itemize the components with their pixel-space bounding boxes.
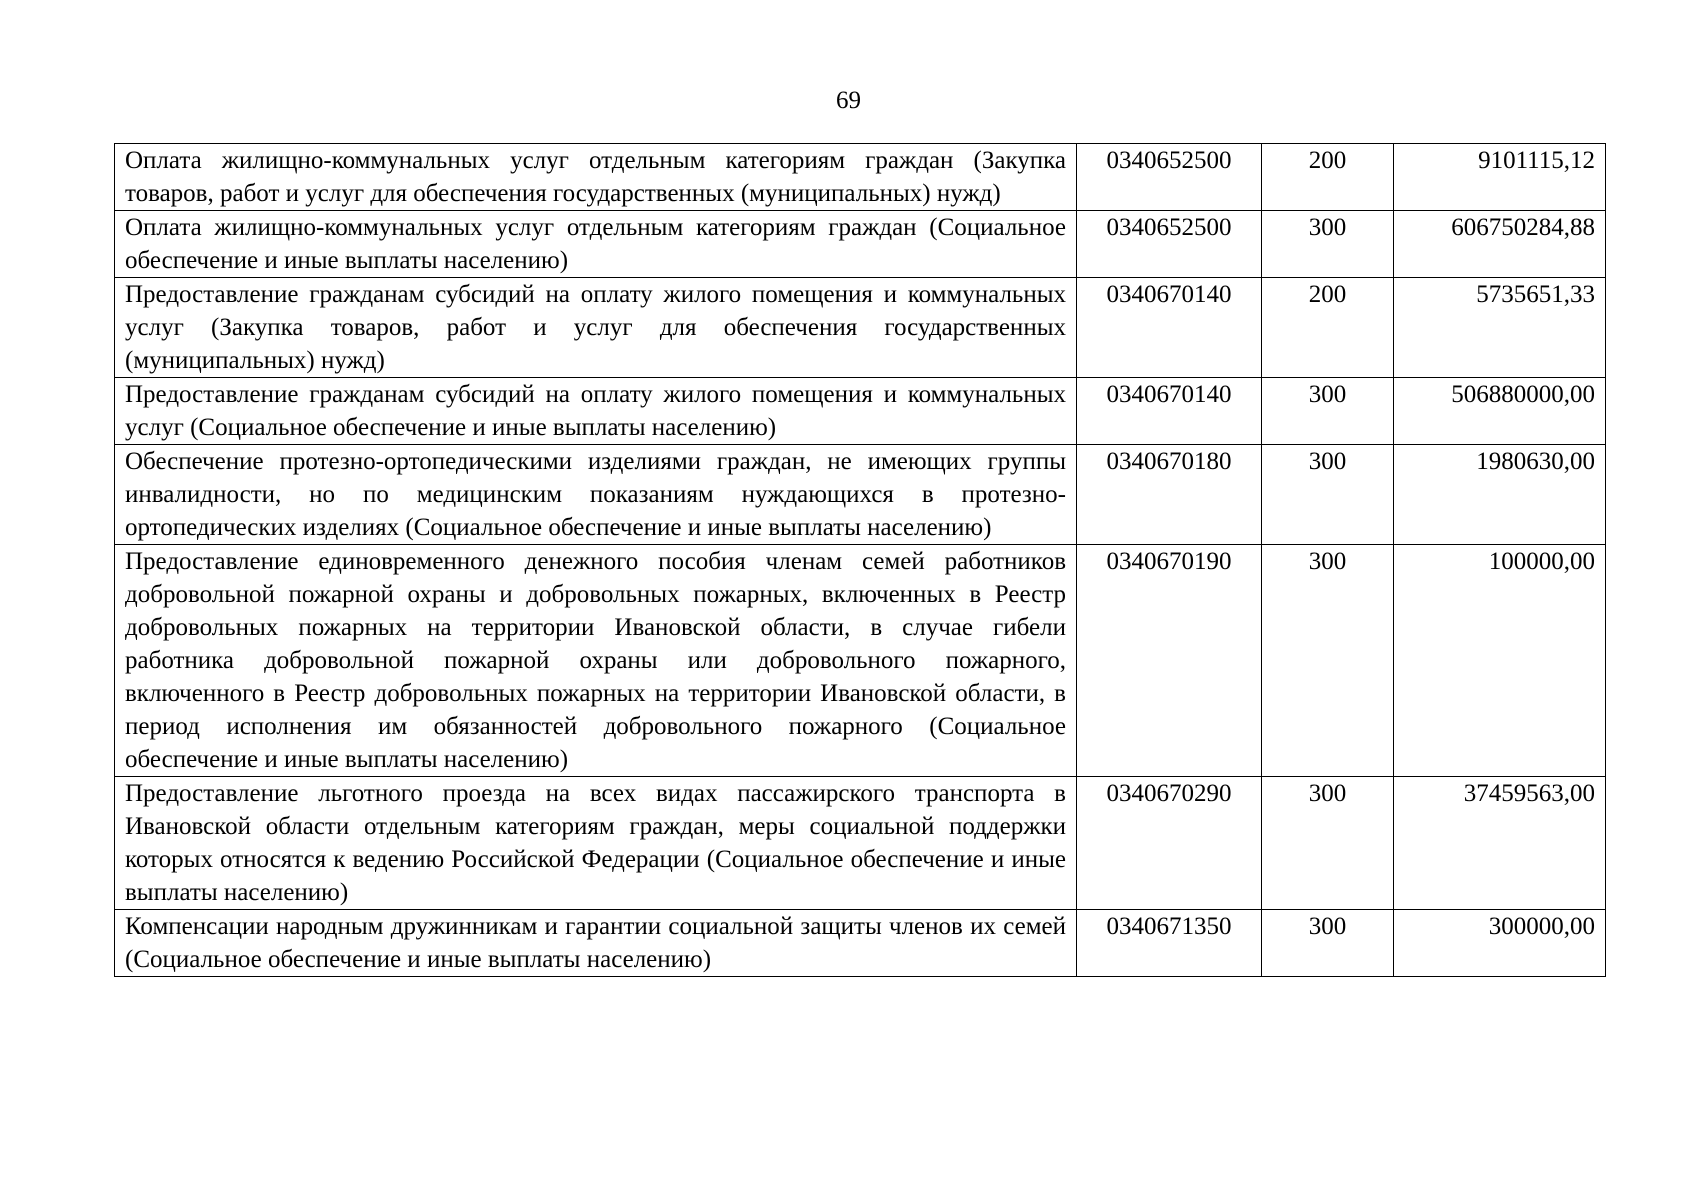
row-amount: 9101115,12 — [1394, 144, 1606, 211]
row-description: Предоставление гражданам субсидий на оплату жилого помещения и коммунальных услуг (Социальное обеспечение и иные выплаты населению) — [115, 378, 1077, 445]
row-target-code: 0340652500 — [1077, 144, 1262, 211]
row-expense-type: 200 — [1262, 144, 1394, 211]
row-description: Предоставление единовременного денежного пособия членам семей работников добровольной пожарной охраны и добровольных пожарных, включенных в Реестр добровольных пожарных на территории Ивановской области, в случае гибели работника добровольной пожарной охраны или добровольного пожарного, включенного в Реестр добровольных пожарных на территории Ивановской области, в период исполнения им обязанностей добровольного пожарного (Социальное обеспечение и иные выплаты населению) — [115, 545, 1077, 777]
row-description: Оплата жилищно-коммунальных услуг отдельным категориям граждан (Социальное обеспечение и иные выплаты населению) — [115, 211, 1077, 278]
row-amount: 300000,00 — [1394, 910, 1606, 977]
row-target-code: 0340671350 — [1077, 910, 1262, 977]
table-row — [115, 378, 1606, 445]
row-amount: 100000,00 — [1394, 545, 1606, 777]
row-expense-type: 300 — [1262, 378, 1394, 445]
row-target-code: 0340670140 — [1077, 278, 1262, 378]
row-amount: 506880000,00 — [1394, 378, 1606, 445]
table-row — [115, 445, 1606, 545]
table-row — [115, 278, 1606, 378]
page-number: 69 — [836, 87, 861, 114]
row-expense-type: 300 — [1262, 211, 1394, 278]
row-target-code: 0340670180 — [1077, 445, 1262, 545]
table-row — [115, 545, 1606, 777]
budget-table — [114, 143, 1606, 977]
row-target-code: 0340670140 — [1077, 378, 1262, 445]
row-amount: 1980630,00 — [1394, 445, 1606, 545]
table-row — [115, 211, 1606, 278]
row-description: Предоставление гражданам субсидий на оплату жилого помещения и коммунальных услуг (Закупка товаров, работ и услуг для обеспечения государственных (муниципальных) нужд) — [115, 278, 1077, 378]
row-expense-type: 300 — [1262, 545, 1394, 777]
row-expense-type: 300 — [1262, 777, 1394, 910]
row-amount: 5735651,33 — [1394, 278, 1606, 378]
row-description: Оплата жилищно-коммунальных услуг отдельным категориям граждан (Закупка товаров, работ и услуг для обеспечения государственных (муниципальных) нужд) — [115, 144, 1077, 211]
row-target-code: 0340670290 — [1077, 777, 1262, 910]
table-row — [115, 144, 1606, 211]
row-target-code: 0340670190 — [1077, 545, 1262, 777]
table-row — [115, 910, 1606, 977]
row-description: Предоставление льготного проезда на всех видах пассажирского транспорта в Ивановской области отдельным категориям граждан, меры социальной поддержки которых относятся к ведению Российской Федерации (Социальное обеспечение и иные выплаты населению) — [115, 777, 1077, 910]
table-row — [115, 777, 1606, 910]
row-expense-type: 300 — [1262, 910, 1394, 977]
row-amount: 37459563,00 — [1394, 777, 1606, 910]
row-description: Компенсации народным дружинникам и гарантии социальной защиты членов их семей (Социальное обеспечение и иные выплаты населению) — [115, 910, 1077, 977]
row-amount: 606750284,88 — [1394, 211, 1606, 278]
row-target-code: 0340652500 — [1077, 211, 1262, 278]
row-expense-type: 200 — [1262, 278, 1394, 378]
row-description: Обеспечение протезно-ортопедическими изделиями граждан, не имеющих группы инвалидности, но по медицинским показаниям нуждающихся в протезно-ортопедических изделиях (Социальное обеспечение и иные выплаты населению) — [115, 445, 1077, 545]
row-expense-type: 300 — [1262, 445, 1394, 545]
